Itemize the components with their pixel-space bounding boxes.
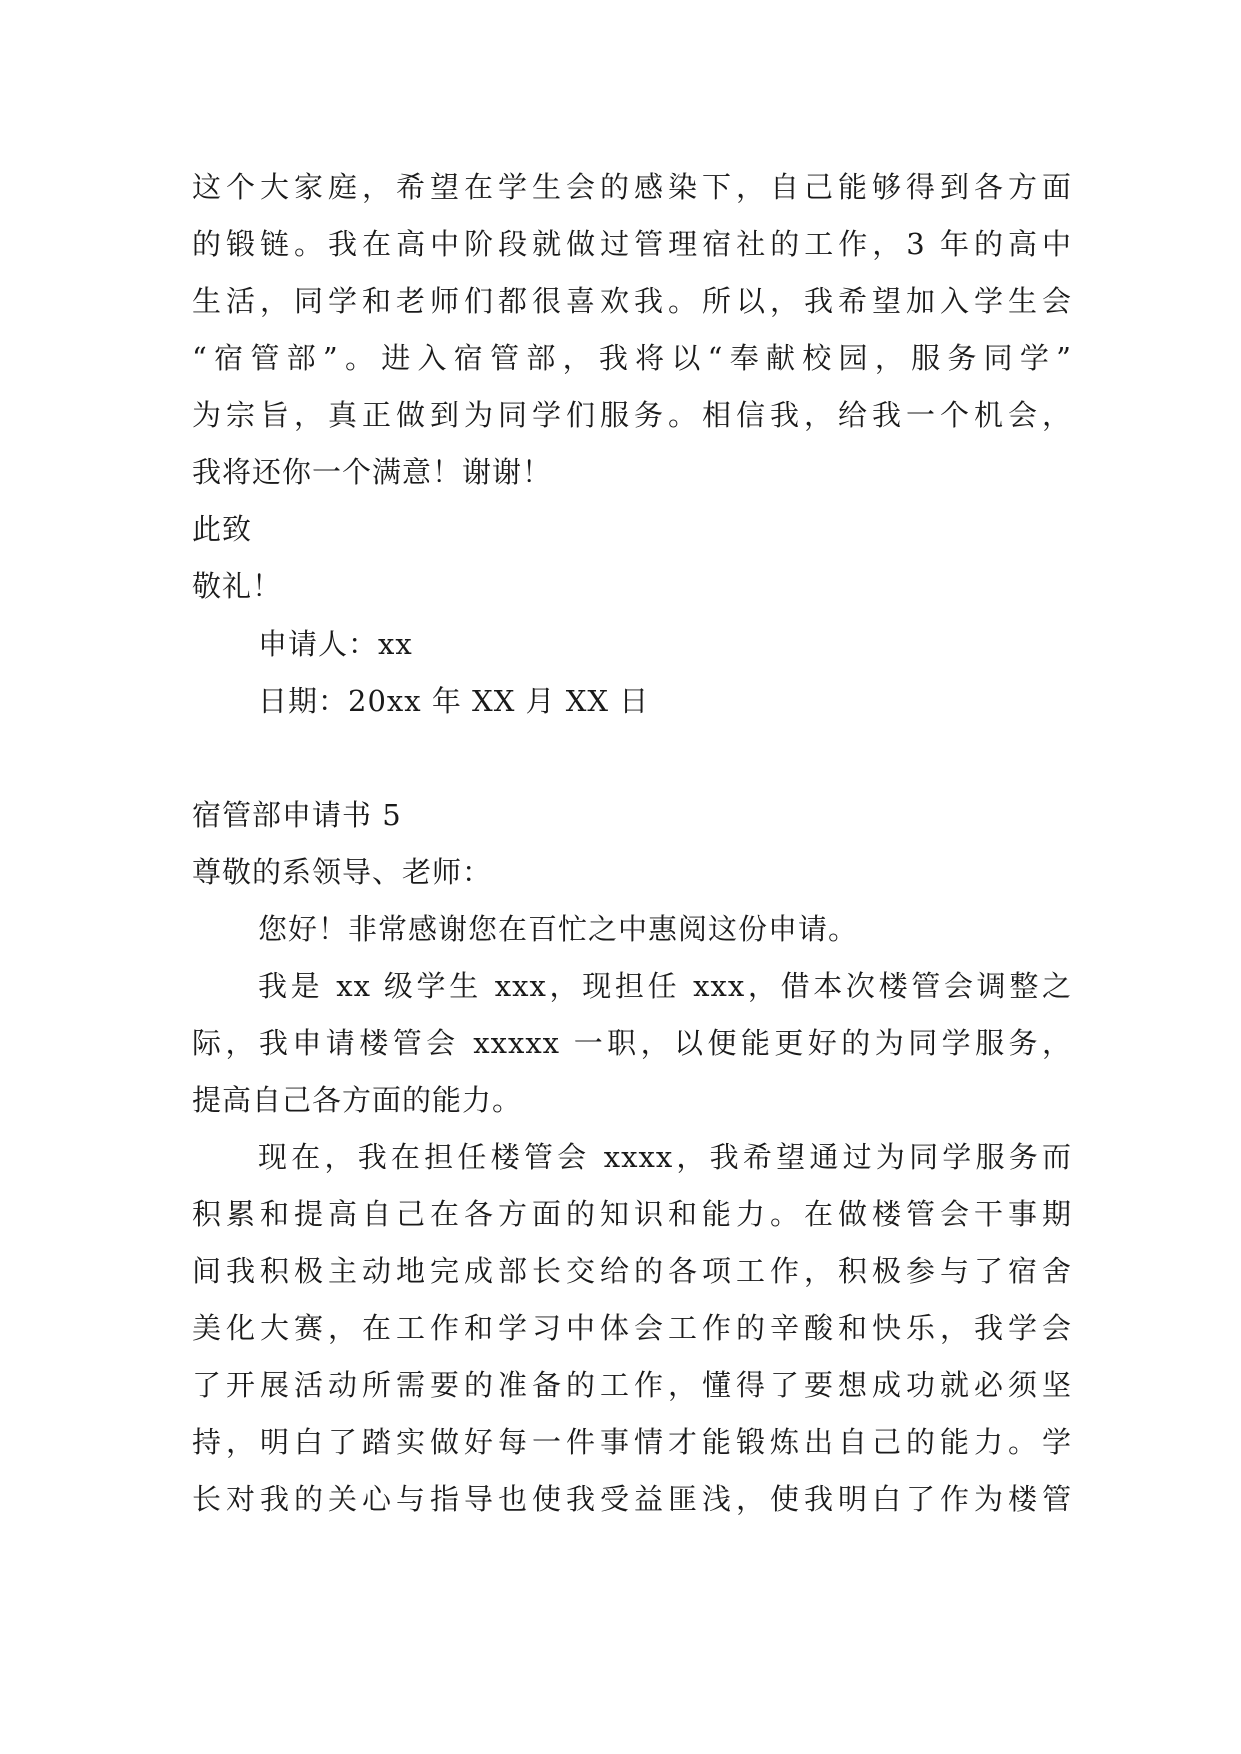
letter2-title: 宿管部申请书 5 [192, 798, 402, 832]
letter2-para2-line: 间我积极主动地完成部长交给的各项工作，积极参与了宿舍 [192, 1254, 1072, 1288]
letter2-para2-line: 了开展活动所需要的准备的工作，懂得了要想成功就必须坚 [192, 1368, 1072, 1402]
letter2-para1-line: 际，我申请楼管会 xxxxx 一职，以便能更好的为同学服务， [192, 1026, 1072, 1060]
letter2-para2-line: 长对我的关心与指导也使我受益匪浅，使我明白了作为楼管 [192, 1482, 1072, 1516]
letter2-para2-line: 美化大赛，在工作和学习中体会工作的辛酸和快乐，我学会 [192, 1311, 1072, 1345]
closing-salute: 敬礼！ [192, 569, 283, 603]
letter2-para2-line: 积累和提高自己在各方面的知识和能力。在做楼管会干事期 [192, 1197, 1072, 1231]
letter1-body-line: 的锻链。我在高中阶段就做过管理宿社的工作，3 年的高中 [192, 227, 1072, 261]
letter1-body-line: 生活，同学和老师们都很喜欢我。所以，我希望加入学生会 [192, 284, 1072, 318]
applicant-line: 申请人：xx [258, 627, 413, 661]
letter2-salutation: 尊敬的系领导、老师： [192, 855, 493, 889]
letter1-body-line: 为宗旨，真正做到为同学们服务。相信我，给我一个机会， [192, 398, 1072, 432]
letter1-body-line: 这个大家庭，希望在学生会的感染下，自己能够得到各方面 [192, 170, 1072, 204]
letter2-greeting: 您好！非常感谢您在百忙之中惠阅这份申请。 [258, 912, 859, 946]
letter1-body-line: 我将还你一个满意！谢谢！ [192, 455, 553, 489]
date-line: 日期：20xx 年 XX 月 XX 日 [258, 684, 650, 718]
letter2-para2-line: 现在，我在担任楼管会 xxxx，我希望通过为同学服务而 [258, 1140, 1072, 1174]
letter2-para2-line: 持，明白了踏实做好每一件事情才能锻炼出自己的能力。学 [192, 1425, 1072, 1459]
letter2-para1-line: 提高自己各方面的能力。 [192, 1083, 523, 1117]
closing-line: 此致 [192, 512, 253, 546]
letter2-para1-line: 我是 xx 级学生 xxx，现担任 xxx，借本次楼管会调整之 [258, 969, 1072, 1003]
letter1-body-line: “宿管部”。进入宿管部，我将以“奉献校园，服务同学” [192, 341, 1072, 375]
